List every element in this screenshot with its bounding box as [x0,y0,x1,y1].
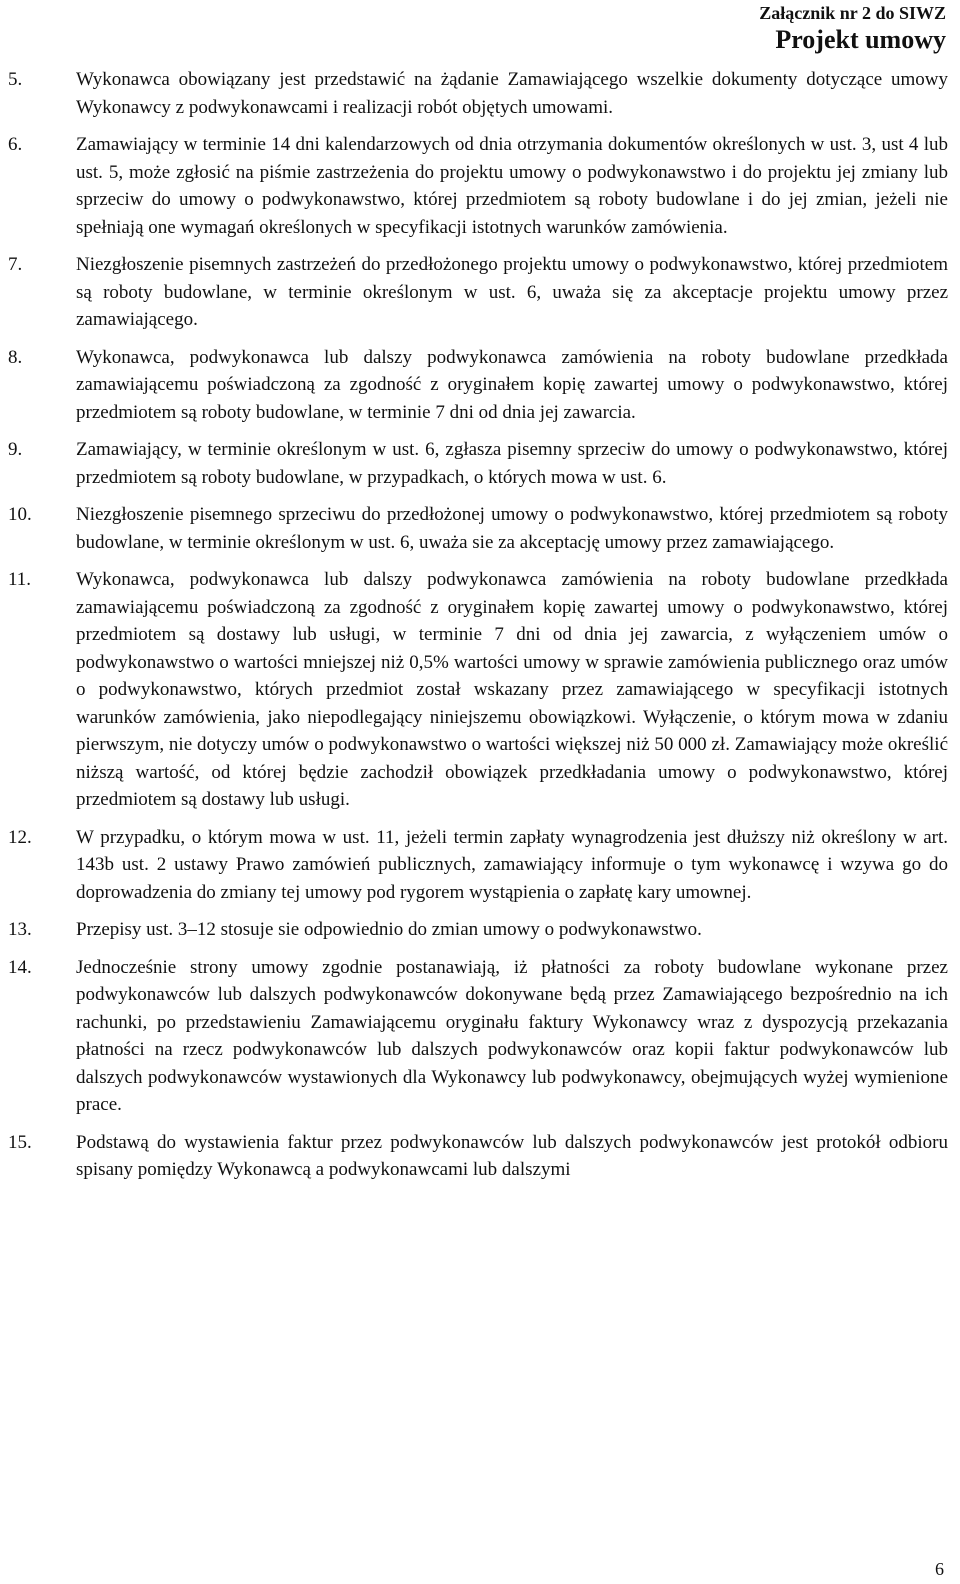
paragraph-text: Niezgłoszenie pisemnego sprzeciwu do przedłożonej umowy o podwykonawstwo, której przedmiotem są roboty budowlane, w terminie określonym w ust. 6, uważa sie za akceptację umowy przez zamawiającego. [76,504,948,553]
paragraph-item [8,824,948,907]
paragraph-text: Wykonawca, podwykonawca lub dalszy podwykonawca zamówienia na roboty budowlane przedkłada zamawiającemu poświadczoną za zgodność z oryginałem kopię zawartej umowy o podwykonawstwo, której przedmiotem są roboty budowlane, w terminie 7 dni od dnia jej zawarcia. [76,346,948,423]
paragraph-text: Przepisy ust. 3–12 stosuje sie odpowiednio do zmian umowy o podwykonawstwo. [76,919,702,940]
annex-label: Załącznik nr 2 do SIWZ [759,3,946,23]
page-number: 6 [935,1559,944,1579]
paragraph-text: W przypadku, o którym mowa w ust. 11, jeżeli termin zapłaty wynagrodzenia jest dłuższy niż określony w art. 143b ust. 2 ustawy Prawo zamówień publicznych, zamawiający informuje o tym wykonawcę i wzywa go do doprowadzenia do zmiany tej umowy pod rygorem wystąpienia o zapłatę kary umownej. [76,826,948,903]
paragraph-item [8,1129,948,1184]
paragraph-number: 10. [8,504,32,525]
paragraph-text: Zamawiający w terminie 14 dni kalendarzowych od dnia otrzymania dokumentów określonych w ust. 3, ust 4 lub ust. 5, może zgłosić na piśmie zastrzeżenia do projektu umowy o podwykonawstwo i do projektu jej zmiany lub sprzeciw do umowy o podwykonawstwo, której przedmiotem są roboty budowlane i do jej zmian, jeżeli nie spełniają one wymagań określonych w specyfikacji istotnych warunków zamówienia. [76,134,948,238]
paragraph-text: Jednocześnie strony umowy zgodnie postanawiają, iż płatności za roboty budowlane wykonane przez podwykonawców lub dalszych podwykonawców dokonywane będą przez Zamawiającego bezpośrednio na ich rachunki, po przedstawieniu Zamawiającemu oryginału faktury Wykonawcy wraz z dyspozycją przekazania płatności na rzecz podwykonawców lub dalszych podwykonawców oraz kopii faktur podwykonawców lub dalszych podwykonawców wystawionych dla Wykonawcy lub podwykonawcy, obejmujących wyżej wymienione prace. [76,956,948,1115]
paragraph-item [8,131,948,241]
paragraph-text: Wykonawca obowiązany jest przedstawić na żądanie Zamawiającego wszelkie dokumenty dotyczące umowy Wykonawcy z podwykonawcami i realizacji robót objętych umowami. [76,69,948,118]
paragraph-text: Zamawiający, w terminie określonym w ust. 6, zgłasza pisemny sprzeciw do umowy o podwykonawstwo, której przedmiotem są roboty budowlane, w przypadkach, o których mowa w ust. 6. [76,439,948,488]
paragraph-item [8,916,948,944]
paragraph-item [8,566,948,814]
paragraph-number: 8. [8,346,23,368]
paragraph-text: Podstawą do wystawienia faktur przez podwykonawców lub dalszych podwykonawców jest protokół odbioru spisany pomiędzy Wykonawcą a podwykonawcami lub dalszymi [76,1131,948,1180]
paragraph-number: 6. [8,134,23,155]
paragraph-text: Niezgłoszenie pisemnych zastrzeżeń do przedłożonego projektu umowy o podwykonawstwo, której przedmiotem są roboty budowlane, w terminie określonym w ust. 6, uważa się za akceptacje projektu umowy przez zamawiającego. [76,254,948,330]
paragraph-number: 14. [8,956,32,978]
document-title: Projekt umowy [775,25,946,54]
document-header [759,2,946,56]
paragraph-number: 7. [8,254,23,275]
paragraph-number: 12. [8,826,32,848]
numbered-paragraph-list [8,66,948,1194]
paragraph-number: 9. [8,439,23,460]
paragraph-item [8,954,948,1119]
paragraph-item [8,344,948,427]
paragraph-item [8,251,948,334]
paragraph-number: 5. [8,69,23,90]
paragraph-number: 13. [8,919,32,940]
paragraph-text: Wykonawca, podwykonawca lub dalszy podwykonawca zamówienia na roboty budowlane przedkłada zamawiającemu poświadczoną za zgodność z oryginałem kopię zawartej umowy o podwykonawstwo, której przedmiotem są dostawy lub usługi, w terminie 7 dni od dnia jej zawarcia, z wyłączeniem umów o podwykonawstwo o wartości mniejszej niż 0,5% wartości umowy w sprawie zamówienia publicznego oraz umów o podwykonawstwo, których przedmiot został wskazany przez zamawiającego w specyfikacji istotnych warunków zamówienia, jako niepodlegający niniejszemu obowiązkowi. Wyłączenie, o którym mowa w zdaniu pierwszym, nie dotyczy umów o podwykonawstwo o wartości większej niż 50 000 zł. Zamawiający może określić niższą wartość, od której będzie zachodził obowiązek przedkładania umowy o podwykonawstwo, której przedmiotem są dostawy lub usługi. [76,569,948,810]
paragraph-number: 11. [8,569,32,590]
paragraph-number: 15. [8,1131,32,1153]
paragraph-item [8,436,948,491]
paragraph-item [8,501,948,556]
paragraph-item [8,66,948,121]
